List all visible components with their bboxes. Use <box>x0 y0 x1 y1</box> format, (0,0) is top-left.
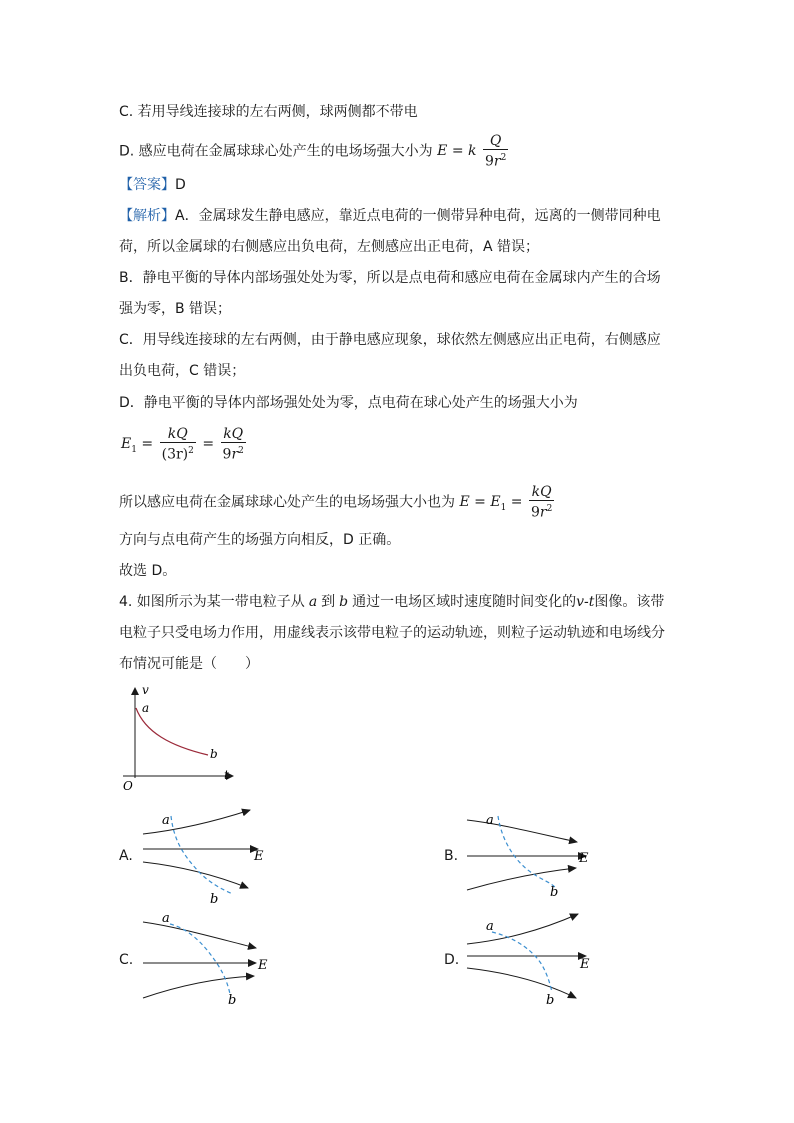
field-line-top <box>467 914 578 944</box>
option-d-label: D. <box>444 952 460 968</box>
math-var: r <box>493 153 501 170</box>
math-var: v-t <box>576 594 595 610</box>
math-sub: 1 <box>131 444 137 455</box>
label-a: a <box>162 911 170 926</box>
q4-text: 4. 如图所示为某一带电粒子从 <box>119 594 305 610</box>
trajectory-dashed <box>492 932 552 992</box>
analysis-c2: 出负电荷，C 错误； <box>119 363 246 379</box>
choose-line: 故选 D。 <box>119 563 177 579</box>
math-var: E <box>121 436 132 452</box>
option-a-label: A. <box>119 848 133 864</box>
option-c-text: C. 若用导线连接球的左右两侧，球两侧都不带电 <box>119 104 418 120</box>
math-var: kQ <box>223 425 244 442</box>
math-num: 9 <box>222 446 232 463</box>
q4-line-3: 布情况可能是（ ） <box>119 656 259 672</box>
field-line-top <box>143 810 250 834</box>
fraction <box>160 426 196 463</box>
math-var: b <box>339 594 349 610</box>
math-var: r <box>539 504 547 521</box>
math-var: k <box>468 143 477 160</box>
point-b-label: b <box>210 747 218 761</box>
option-a-diagram <box>138 808 278 908</box>
point-a-label: a <box>142 701 150 715</box>
q4-text: 到 <box>321 594 336 610</box>
label-a: a <box>486 919 494 934</box>
analysis-d1: D．静电平衡的导体内部场强处处为零，点电荷在球心处产生的场强大小为 <box>119 395 578 411</box>
answer-line <box>119 175 186 195</box>
math-var: Q <box>489 133 502 149</box>
t-label: t <box>224 768 229 782</box>
label-a: a <box>486 813 494 828</box>
label-a: a <box>162 813 170 828</box>
math-exp: 2 <box>500 153 507 163</box>
math-var: r <box>231 446 239 463</box>
math-exp: 2 <box>188 445 194 456</box>
q4-line-1 <box>119 592 664 612</box>
option-b-label: B. <box>444 848 459 864</box>
math-exp: 2 <box>546 504 553 514</box>
answer-label: 【答案】 <box>119 177 175 193</box>
v-label: v <box>142 683 149 697</box>
label-b: b <box>550 885 559 900</box>
analysis-line-1 <box>119 206 661 226</box>
direction-line: 方向与点电荷产生的场强方向相反，D 正确。 <box>119 532 401 548</box>
answer-value: D <box>175 177 186 193</box>
math-num: 9 <box>484 153 494 170</box>
field-line-bottom <box>143 862 248 888</box>
velocity-curve <box>136 708 208 755</box>
field-label: E <box>254 849 264 864</box>
analysis-c1: C．用导线连接球的左右两侧，由于静电感应现象，球依然左侧感应出正电荷，右侧感应 <box>119 332 661 348</box>
math-exp: 2 <box>238 445 244 456</box>
option-d-formula: E = k $\frac{Q}{9r^2}$ <box>437 133 507 170</box>
analysis-a1: A．金属球发生静电感应，靠近点电荷的一侧带异种电荷，远离的一侧带同种电 <box>175 208 661 224</box>
so-line <box>119 484 556 525</box>
fraction <box>529 484 554 521</box>
math-var: a <box>308 594 318 610</box>
q4-text: 通过一电场区域时速度随时间变化的 <box>352 594 577 610</box>
field-line-bottom <box>143 976 254 998</box>
field-label: E <box>579 851 589 866</box>
label-b: b <box>546 993 555 1008</box>
field-line-bottom <box>467 868 576 890</box>
field-label: E <box>258 958 268 973</box>
trajectory-dashed <box>171 816 233 894</box>
label-b: b <box>210 892 219 907</box>
math-var: E <box>437 143 448 160</box>
fraction <box>221 426 246 463</box>
math-var: kQ <box>167 425 188 442</box>
option-d-text: D. 感应电荷在金属球球心处产生的电场场强大小为 <box>119 143 433 160</box>
fraction <box>483 133 508 170</box>
q4-text: 图像。该带 <box>594 594 665 610</box>
math-sub: 1 <box>500 503 507 514</box>
option-d-diagram <box>462 910 602 1010</box>
math-var: kQ <box>531 484 552 500</box>
analysis-a2: 荷，所以金属球的右侧感应出负电荷，左侧感应出正电荷，A 错误； <box>119 239 540 255</box>
analysis-b1: B．静电平衡的导体内部场强处处为零，所以是点电荷和感应电荷在金属球内产生的合场 <box>119 270 661 286</box>
field-label: E <box>580 957 590 972</box>
math-var: E <box>490 494 501 511</box>
math-term: (3r) <box>161 446 189 463</box>
field-line-top <box>143 922 256 948</box>
option-c-diagram <box>138 910 278 1010</box>
option-c-label: C. <box>119 952 134 968</box>
e1-formula: $E_1$ = $\frac{kQ}{(3r)^2}$ = $\frac{kQ}{9r^2}$ <box>121 425 244 463</box>
so-formula: $E = E_1$ = $\frac{kQ}{9r^2}$ <box>459 484 553 521</box>
label-b: b <box>228 993 237 1008</box>
math-var: E <box>459 494 470 511</box>
option-d-line <box>119 133 510 170</box>
trajectory-dashed <box>170 924 230 994</box>
field-line-top <box>467 820 577 842</box>
field-line-bottom <box>467 968 576 998</box>
q4-line-2: 电粒子只受电场力作用，用虚线表示该带电粒子的运动轨迹，则粒子运动轨迹和电场线分 <box>119 625 665 641</box>
analysis-b2: 强为零，B 错误； <box>119 301 232 317</box>
vt-graph <box>115 680 255 795</box>
math-num: 9 <box>530 504 540 521</box>
so-text: 所以感应电荷在金属球球心处产生的电场场强大小也为 <box>119 494 455 511</box>
analysis-label: 【解析】 <box>119 208 175 224</box>
origin-label: O <box>123 779 133 793</box>
option-b-diagram <box>462 808 602 908</box>
